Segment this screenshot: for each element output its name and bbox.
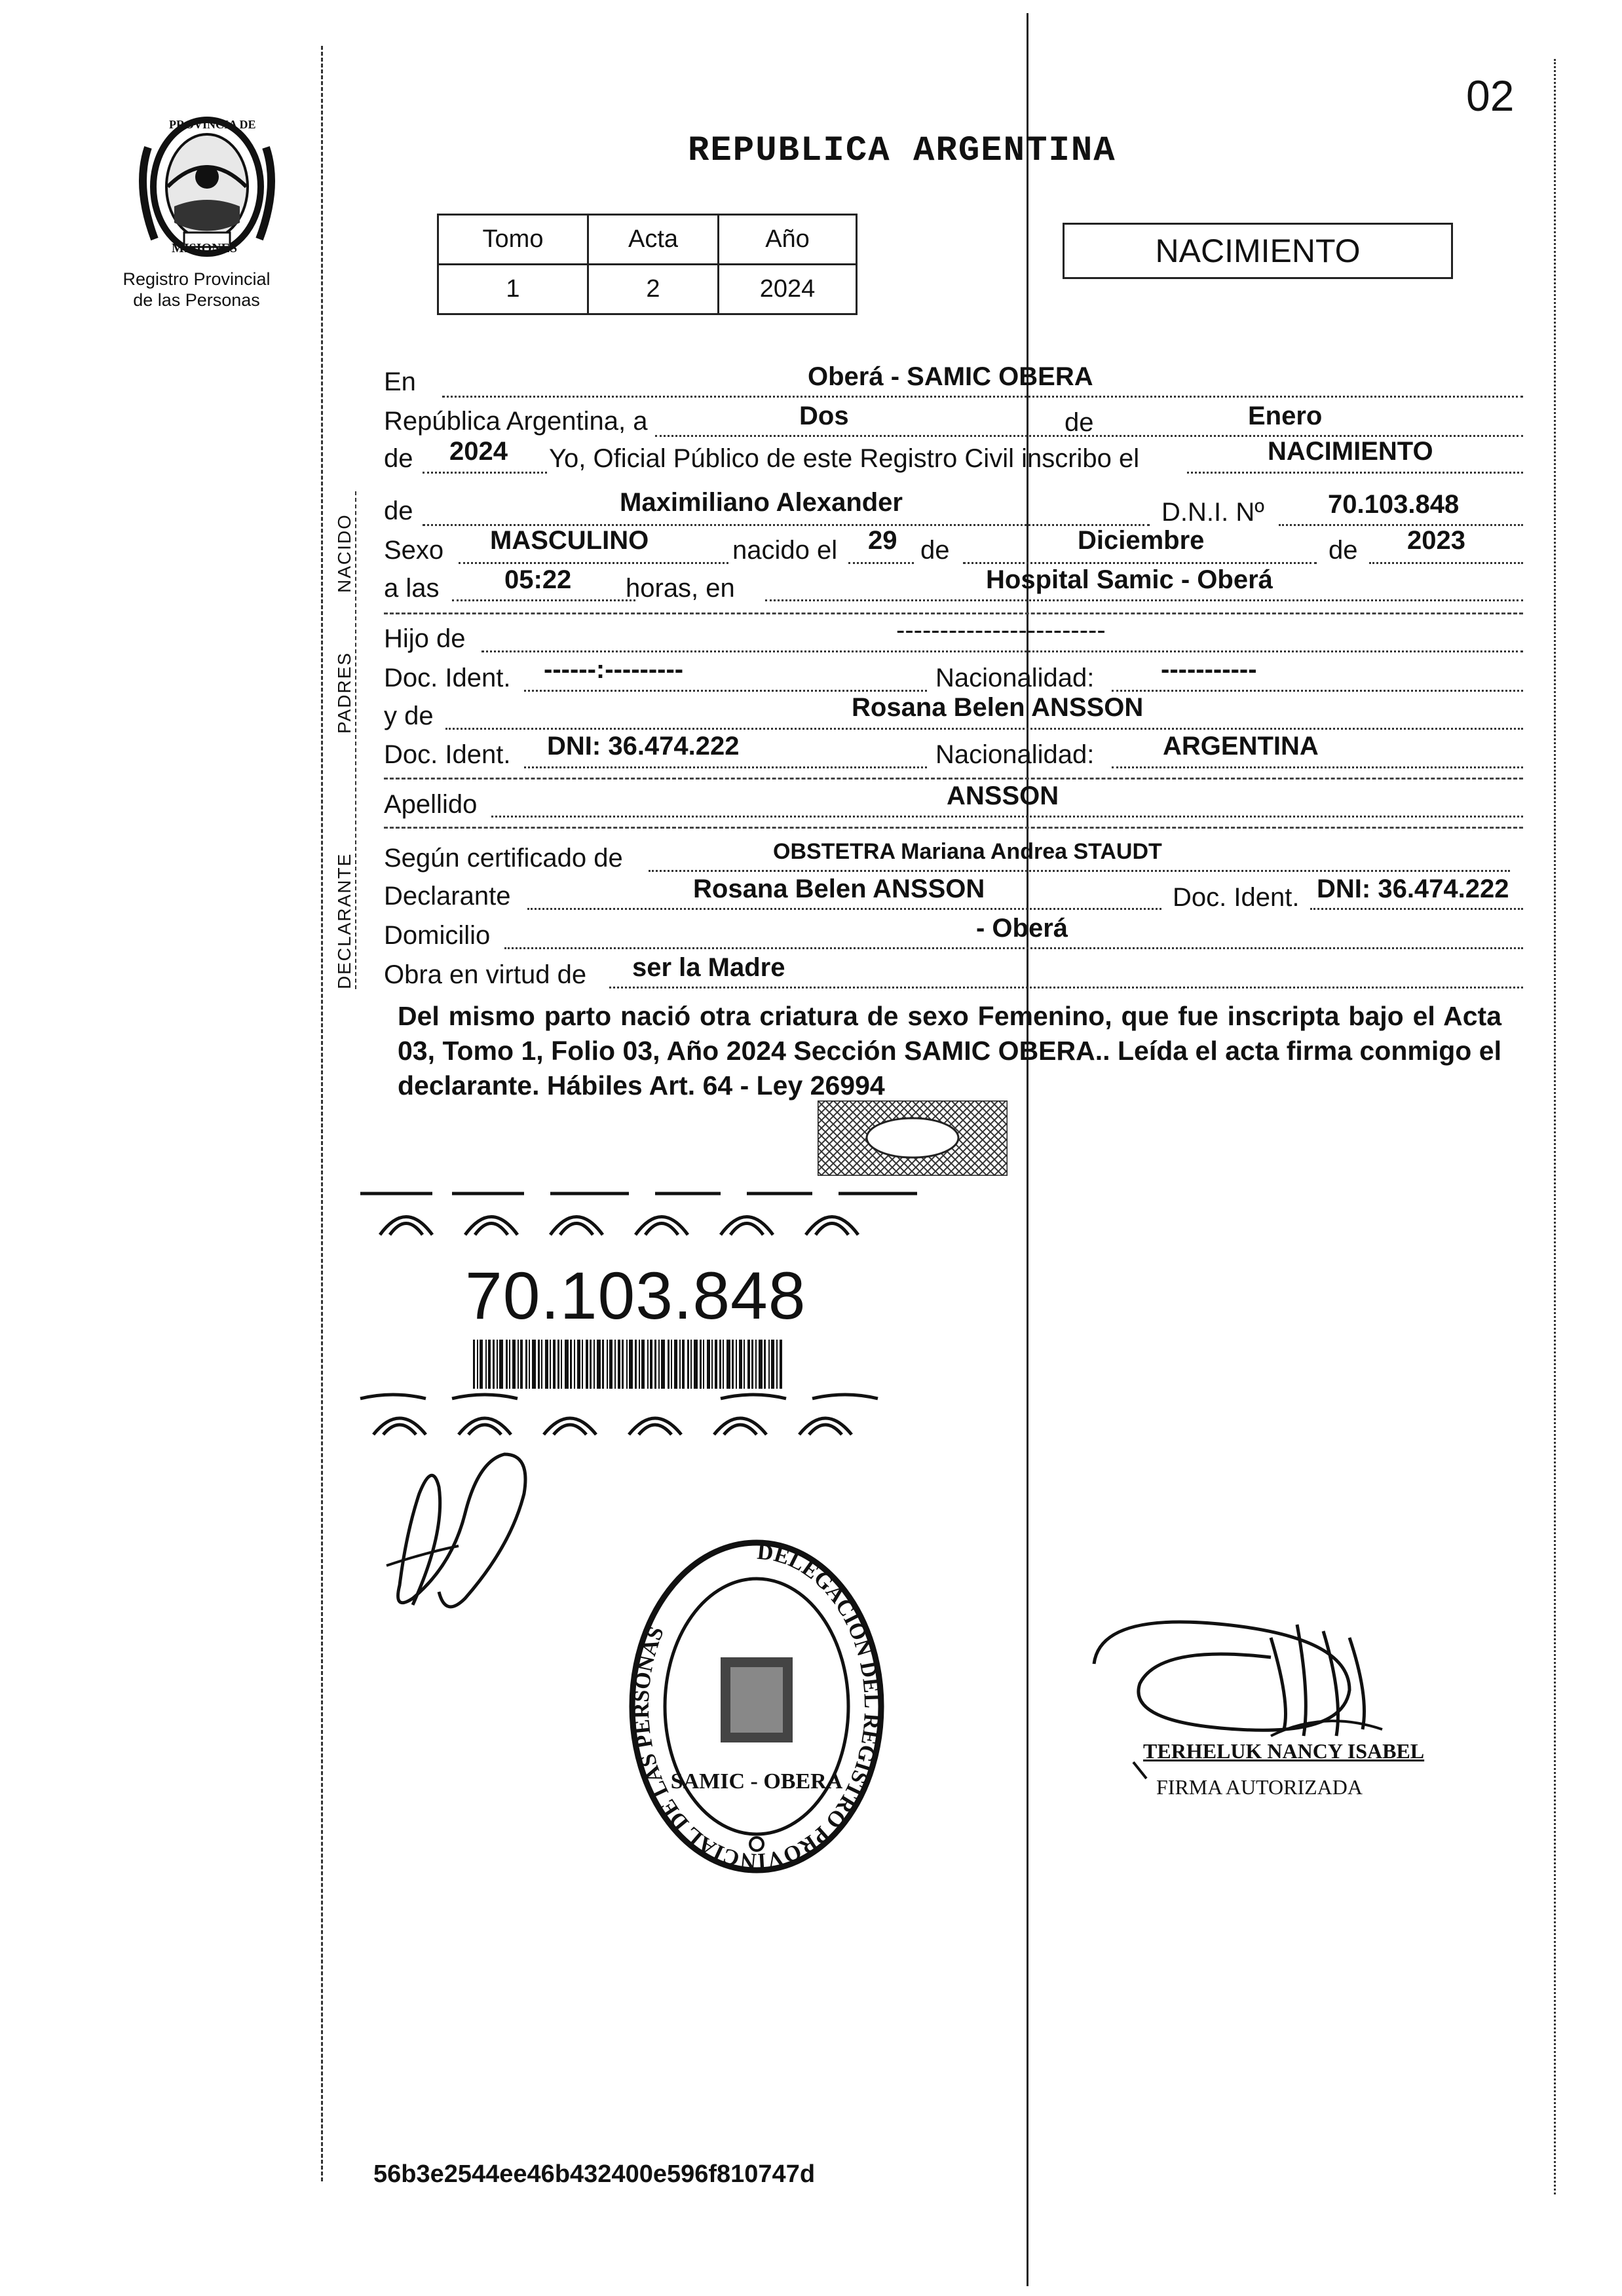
label-de-month: de [1065, 408, 1094, 437]
value-father-doc: ------:--------- [544, 655, 684, 684]
side-label-padres: PADRES [334, 651, 354, 734]
value-birth-month: Diciembre [1078, 526, 1205, 555]
registry-value-tomo: 1 [438, 265, 588, 314]
dots-row13b [1310, 908, 1523, 910]
security-sticker-border-bottom-icon [354, 1385, 943, 1438]
dots-row6b [765, 599, 1523, 601]
label-de-birth-year: de [1329, 536, 1358, 565]
fold-line [1027, 13, 1028, 2286]
dots-row10a [524, 766, 927, 768]
sticker-number: 70.103.848 [465, 1258, 806, 1333]
logo-caption-line2: de las Personas [133, 290, 260, 310]
left-margin-line [321, 46, 323, 2181]
divider-3 [384, 827, 1523, 829]
page-title: REPUBLICA ARGENTINA [688, 131, 1116, 171]
label-de-year: de [384, 444, 413, 473]
side-label-declarante: DECLARANTE [334, 852, 354, 989]
value-mother-nat: ARGENTINA [1163, 732, 1319, 761]
label-apellido: Apellido [384, 790, 478, 819]
label-de-birth-month: de [920, 536, 950, 565]
seal-ring-text: DELEGACIÓN DEL REGISTRO PROVINCIAL DE LAS PERSONAS [629, 1539, 884, 1873]
dots-row5d [1369, 562, 1523, 564]
security-sticker-border-top-icon [354, 1186, 943, 1238]
value-hour: 05:22 [504, 565, 572, 594]
label-a-las: a las [384, 574, 440, 603]
right-margin-line [1554, 59, 1556, 2194]
value-name: Maximiliano Alexander [620, 488, 903, 517]
logo-caption [98, 269, 295, 311]
label-nacionalidad-mother: Nacionalidad: [935, 740, 1095, 769]
official-stamp-title: FIRMA AUTORIZADA [1156, 1775, 1363, 1799]
registry-header-tomo: Tomo [438, 215, 588, 265]
dots-row12 [649, 870, 1510, 872]
dots-row8b [1112, 690, 1523, 692]
value-mother: Rosana Belen ANSSON [852, 693, 1144, 722]
seal-center-text: SAMIC - OBERA [670, 1769, 843, 1794]
value-father-nat: ----------- [1161, 655, 1257, 684]
logo-caption-line1: Registro Provincial [123, 269, 271, 289]
value-apellido: ANSSON [947, 781, 1059, 810]
value-place: Oberá - SAMIC OBERA [808, 362, 1093, 391]
label-nacido-el: nacido el [732, 536, 838, 565]
act-type-box: NACIMIENTO [1063, 223, 1453, 279]
label-doc-ident-father: Doc. Ident. [384, 664, 511, 692]
label-declarante: Declarante [384, 882, 511, 911]
dots-row15 [609, 987, 1523, 988]
logo-ring-top: PROVINCIA DE [169, 118, 256, 131]
dots-row7 [481, 650, 1523, 652]
registry-table [437, 214, 858, 315]
value-declarante: Rosana Belen ANSSON [693, 875, 985, 903]
registry-header-ano: Año [719, 215, 857, 265]
dots-row3b [1187, 472, 1523, 474]
value-domicilio: - Oberá [976, 914, 1068, 943]
registry-value-acta: 2 [588, 265, 719, 314]
official-seal-icon [622, 1533, 891, 1873]
value-father: ------------------------ [896, 616, 1106, 645]
value-obra: ser la Madre [632, 953, 785, 982]
dots-row4b [1279, 524, 1523, 526]
dots-row5b [848, 562, 914, 564]
value-dni: 70.103.848 [1328, 490, 1460, 519]
label-y-de: y de [384, 702, 434, 730]
value-acta: NACIMIENTO [1268, 437, 1433, 466]
document-hash: 56b3e2544ee46b432400e596f810747d [373, 2160, 816, 2188]
dots-row5a [459, 562, 728, 564]
declarant-signature-icon [360, 1435, 570, 1631]
dots-row1 [442, 396, 1523, 398]
dots-row6a [452, 599, 635, 601]
logo-ring-bottom: MISIONES [172, 241, 238, 255]
value-day-word: Dos [799, 402, 849, 430]
label-nacionalidad-father: Nacionalidad: [935, 664, 1095, 692]
value-birth-day: 29 [868, 526, 897, 555]
value-sexo: MASCULINO [490, 526, 649, 555]
dots-row11 [491, 816, 1523, 818]
label-sexo: Sexo [384, 536, 444, 565]
note-paragraph: Del mismo parto nació otra criatura de sexo Femenino, que fue inscripta bajo el Acta 03, Tomo 1, Folio 03, Año 2024 Sección SAMIC OBERA.. Leída el acta firma conmigo el declarante. Hábiles Art. 64 - Ley 26994 [398, 1001, 1501, 1101]
value-month: Enero [1248, 402, 1323, 430]
label-en: En [384, 367, 416, 396]
value-certificado: OBSTETRA Mariana Andrea STAUDT [773, 839, 1162, 864]
dots-row10b [1112, 766, 1523, 768]
dots-row3a [423, 472, 547, 474]
value-birth-place: Hospital Samic - Oberá [986, 565, 1273, 594]
side-label-nacido: NACIDO [334, 514, 354, 593]
label-horas-en: horas, en [626, 574, 735, 603]
label-oficial: Yo, Oficial Público de este Registro Civil inscribo el [549, 444, 1140, 473]
dots-row13a [527, 908, 1161, 910]
page-number: 02 [1466, 71, 1515, 120]
label-doc-ident-declarante: Doc. Ident. [1173, 883, 1300, 912]
label-dni: D.N.I. Nº [1161, 498, 1264, 527]
label-hijo-de: Hijo de [384, 624, 466, 653]
dots-row14 [504, 947, 1523, 949]
label-domicilio: Domicilio [384, 921, 491, 950]
hologram-icon [818, 1101, 1008, 1176]
side-label-divider [355, 491, 356, 989]
registry-header-acta: Acta [588, 215, 719, 265]
value-year: 2024 [449, 437, 508, 466]
official-stamp-name: TERHELUK NANCY ISABEL [1143, 1739, 1425, 1763]
value-birth-year: 2023 [1407, 526, 1465, 555]
value-mother-doc: DNI: 36.474.222 [547, 732, 740, 761]
label-obra: Obra en virtud de [384, 960, 587, 989]
barcode-icon [473, 1340, 787, 1389]
label-certificado: Según certificado de [384, 844, 623, 873]
label-republica: República Argentina, a [384, 407, 648, 436]
label-doc-ident-mother: Doc. Ident. [384, 740, 511, 769]
registry-value-ano: 2024 [719, 265, 857, 314]
value-declarante-doc: DNI: 36.474.222 [1317, 875, 1509, 903]
label-de-name: de [384, 497, 413, 525]
